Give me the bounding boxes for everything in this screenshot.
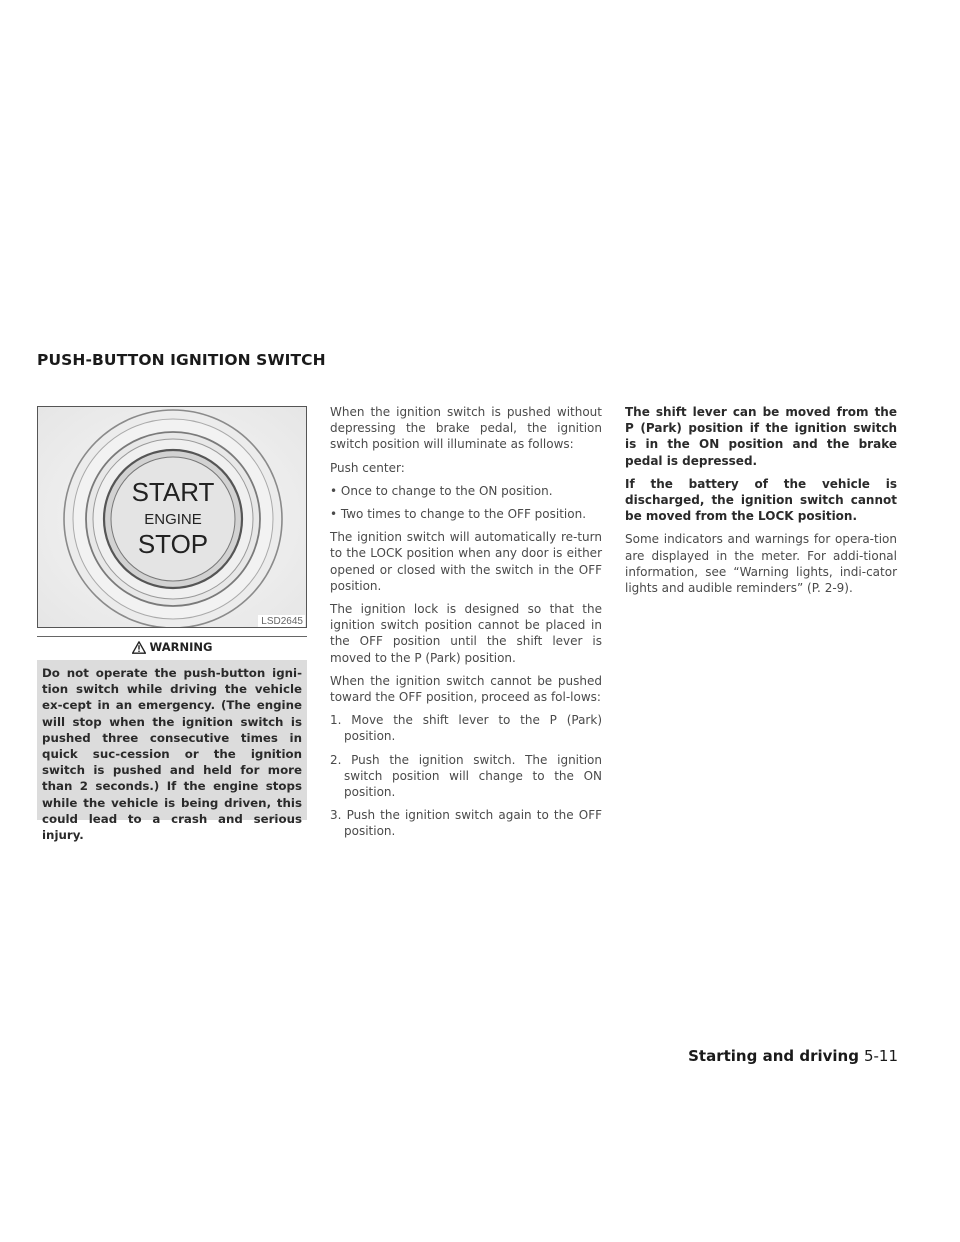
paragraph: Some indicators and warnings for opera-tion are displayed in the meter. For addi-tional information, see “Warning lights, indi-cator lights and audible reminders” (P. 2-9). [625, 532, 897, 596]
numbered-step: 1. Move the shift lever to the P (Park) position. [330, 713, 602, 744]
paragraph: The ignition switch will automatically re-turn to the LOCK position when any door is either opened or closed with the switch in the OFF position. [330, 530, 602, 593]
start-stop-button-illustration [38, 407, 306, 627]
middle-column [330, 404, 602, 847]
numbered-step: 2. Push the ignition switch. The ignition switch position will change to the ON position. [330, 752, 602, 800]
bold-note: If the battery of the vehicle is discharged, the ignition switch cannot be moved from the LOCK position. [625, 476, 897, 524]
start-stop-button-figure [37, 406, 307, 628]
button-text-engine: ENGINE [144, 511, 202, 528]
bullet-item: • Two times to change to the OFF position. [330, 507, 587, 522]
warning-header [37, 636, 307, 657]
right-column [625, 404, 897, 603]
section-title: PUSH-BUTTON IGNITION SWITCH [37, 351, 326, 369]
bold-note: The shift lever can be moved from the P (Park) position if the ignition switch is in the ON position and the brake pedal is depressed. [625, 405, 897, 468]
footer-section-name: Starting and driving [688, 1047, 859, 1065]
warning-label: WARNING [149, 640, 213, 654]
paragraph: When the ignition switch is pushed without depressing the brake pedal, the ignition switch position will illuminate as follows: [330, 405, 602, 452]
paragraph: The ignition lock is designed so that the ignition switch position cannot be placed in the OFF position until the shift lever is moved to the P (Park) position. [330, 602, 602, 665]
button-text-stop: STOP [137, 529, 209, 559]
bullet-item: • Once to change to the ON position. [330, 483, 553, 498]
paragraph: Push center: [330, 460, 405, 475]
page-footer [688, 1047, 898, 1065]
warning-box [37, 660, 307, 843]
warning-text: Do not operate the push-button igni-tion switch while driving the vehicle ex-cept in an emergency. (The engine will stop when the ignition switch is pushed three consecutive times in quick suc-cession or the ignition switch is pushed and held for more than 2 seconds.) If the engine stops while the vehicle is being driven, this could lead to a crash and serious injury. [42, 666, 302, 843]
page-number: 5-11 [863, 1047, 898, 1065]
figure-id: LSD2645 [258, 615, 305, 627]
button-text-start: START [131, 477, 215, 507]
numbered-step: 3. Push the ignition switch again to the OFF position. [330, 808, 602, 839]
warning-triangle-icon [132, 641, 146, 654]
paragraph: When the ignition switch cannot be pushed toward the OFF position, proceed as fol-lows: [330, 673, 602, 705]
